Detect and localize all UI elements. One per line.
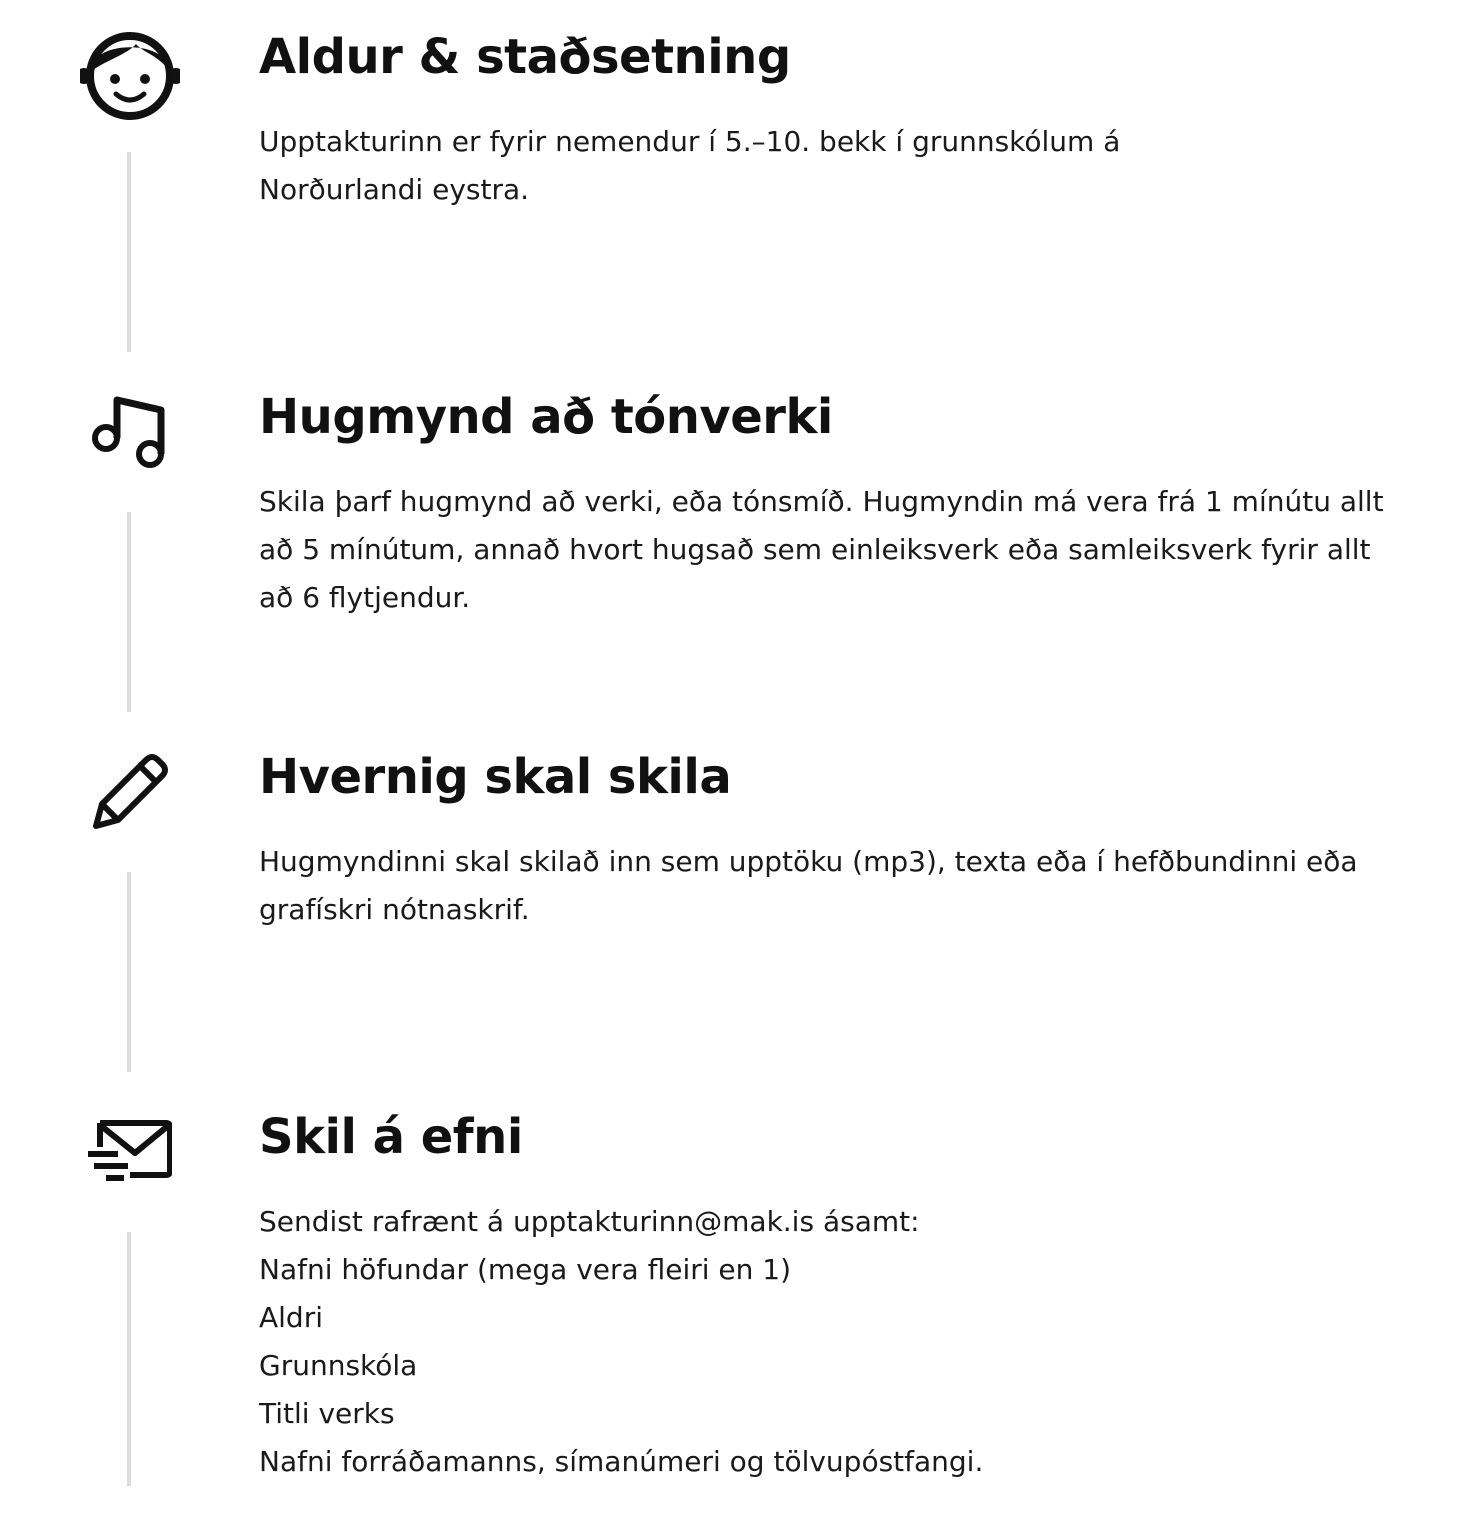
step-text: Nafni forráðamanns, símanúmeri og tölvupóstfangi. — [259, 1445, 984, 1478]
step-text: Skila þarf hugmynd að verki, eða tónsmíð. Hugmyndin má vera frá 1 mínútu allt að 5 mínútum, annað hvort hugsað sem einleiksverk eða samleiksverk fyrir allt að 6 flytjendur. — [259, 485, 1384, 614]
step-title: Skil á efni — [259, 1109, 523, 1165]
step-title: Aldur & staðsetning — [259, 29, 791, 85]
step-title: Hugmynd að tónverki — [259, 389, 833, 445]
step-text: Upptakturinn er fyrir nemendur í 5.–10. bekk í grunnskólum á Norðurlandi eystra. — [259, 125, 1121, 206]
timeline-connector — [127, 512, 131, 712]
step-description — [259, 118, 1179, 214]
step-text: Aldri — [259, 1301, 323, 1334]
step-text: Sendist rafrænt á upptakturinn@mak.is ásamt: — [259, 1205, 920, 1238]
step-text: Hugmyndinni skal skilað inn sem upptöku (mp3), texta eða í hefðbundinni eða grafískri nótnaskrif. — [259, 845, 1358, 926]
step-title: Hvernig skal skila — [259, 749, 732, 805]
step-text: Titli verks — [259, 1397, 395, 1430]
pencil-icon — [80, 742, 180, 842]
child-face-icon — [80, 22, 180, 122]
timeline-connector — [127, 872, 131, 1072]
step-text: Grunnskóla — [259, 1349, 418, 1382]
step-text: Nafni höfundar (mega vera fleiri en 1) — [259, 1253, 792, 1286]
step-description — [259, 838, 1389, 934]
timeline-connector — [127, 1232, 131, 1486]
step-description — [259, 1198, 1389, 1486]
music-note-icon — [80, 383, 180, 483]
timeline-connector — [127, 152, 131, 352]
step-description — [259, 478, 1389, 622]
send-mail-icon — [80, 1102, 180, 1202]
